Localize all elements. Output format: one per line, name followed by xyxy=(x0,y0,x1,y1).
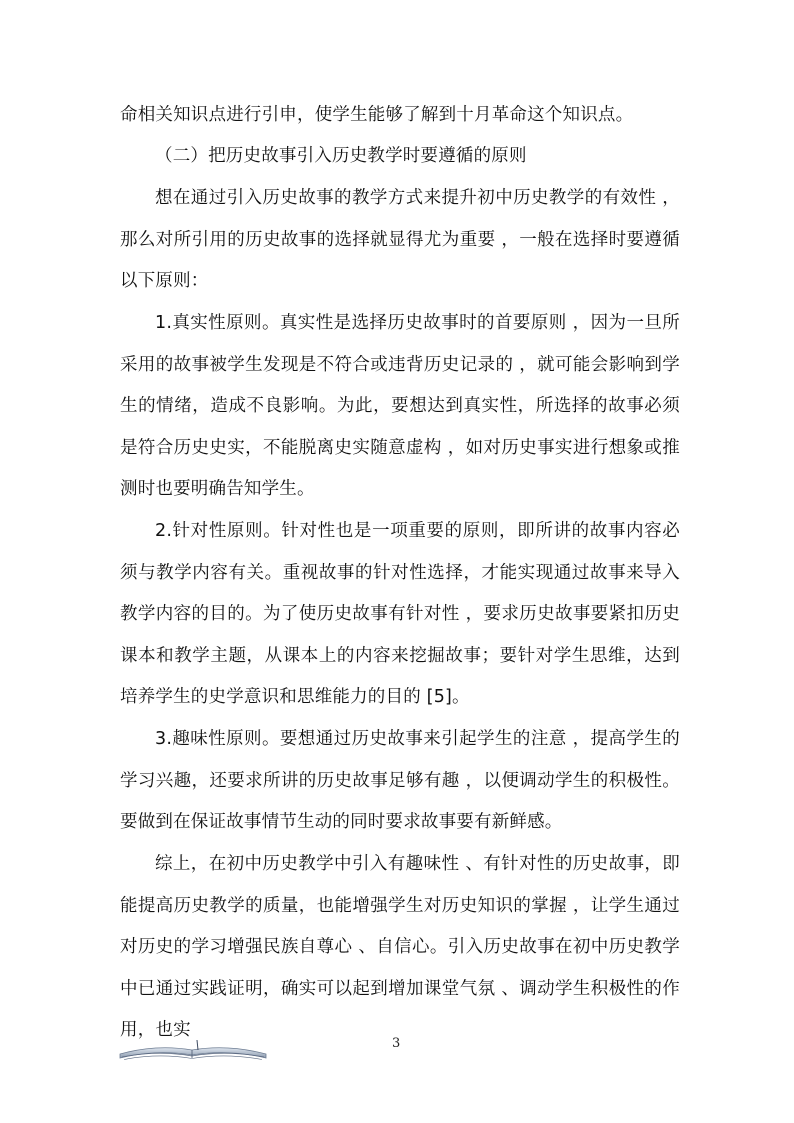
paragraph-principle-authenticity: 1.真实性原则。真实性是选择历史故事时的首要原则 ，因为一旦所采用的故事被学生发现是不符合或违背历史记录的 ，就可能会影响到学生的情绪，造成不良影响。为此，要想达到真实性，所选择的故事必须是符合历史史实，不能脱离史实随意虚构 ，如对历史事实进行想象或推测时也要明确告知学生。 xyxy=(120,313,680,499)
paragraph-principle-interest: 3.趣味性原则。要想通过历史故事来引起学生的注意 ，提高学生的学习兴趣，还要求所讲的历史故事足够有趣 ，以便调动学生的积极性。要做到在保证故事情节生动的同时要求故事要有新鲜感。 xyxy=(120,729,680,832)
paragraph-intro: 想在通过引入历史故事的教学方式来提升初中历史教学的有效性 ，那么对所引用的历史故事的选择就显得尤为重要 ，一般在选择时要遵循以下原则： xyxy=(120,188,680,291)
page-number: 3 xyxy=(392,1036,401,1051)
open-book-icon xyxy=(118,1034,268,1064)
paragraph-summary: 综上，在初中历史教学中引入有趣味性 、有针对性的历史故事，即能提高历史教学的质量，也能增强学生对历史知识的掌握 ，让学生通过对历史的学习增强民族自尊心 、自信心。引入历史故事在初中历史教学中已通过实践证明，确实可以起到增加课堂气氛 、调动学生积极性的作用，也实 xyxy=(120,854,680,1040)
paragraph-continued: 命相关知识点进行引申，使学生能够了解到十月革命这个知识点。 xyxy=(120,105,634,125)
paragraph-principle-relevance: 2.针对性原则。针对性也是一项重要的原则，即所讲的故事内容必须与教学内容有关。重视故事的针对性选择，才能实现通过故事来导入教学内容的目的。为了使历史故事有针对性 ，要求历史故事要紧扣历史课本和教学主题，从课本上的内容来挖掘故事；要针对学生思维，达到培养学生的史学意识和思维能力的目的 [5]。 xyxy=(120,521,680,707)
section-heading: （二）把历史故事引入历史教学时要遵循的原则 xyxy=(155,146,527,166)
